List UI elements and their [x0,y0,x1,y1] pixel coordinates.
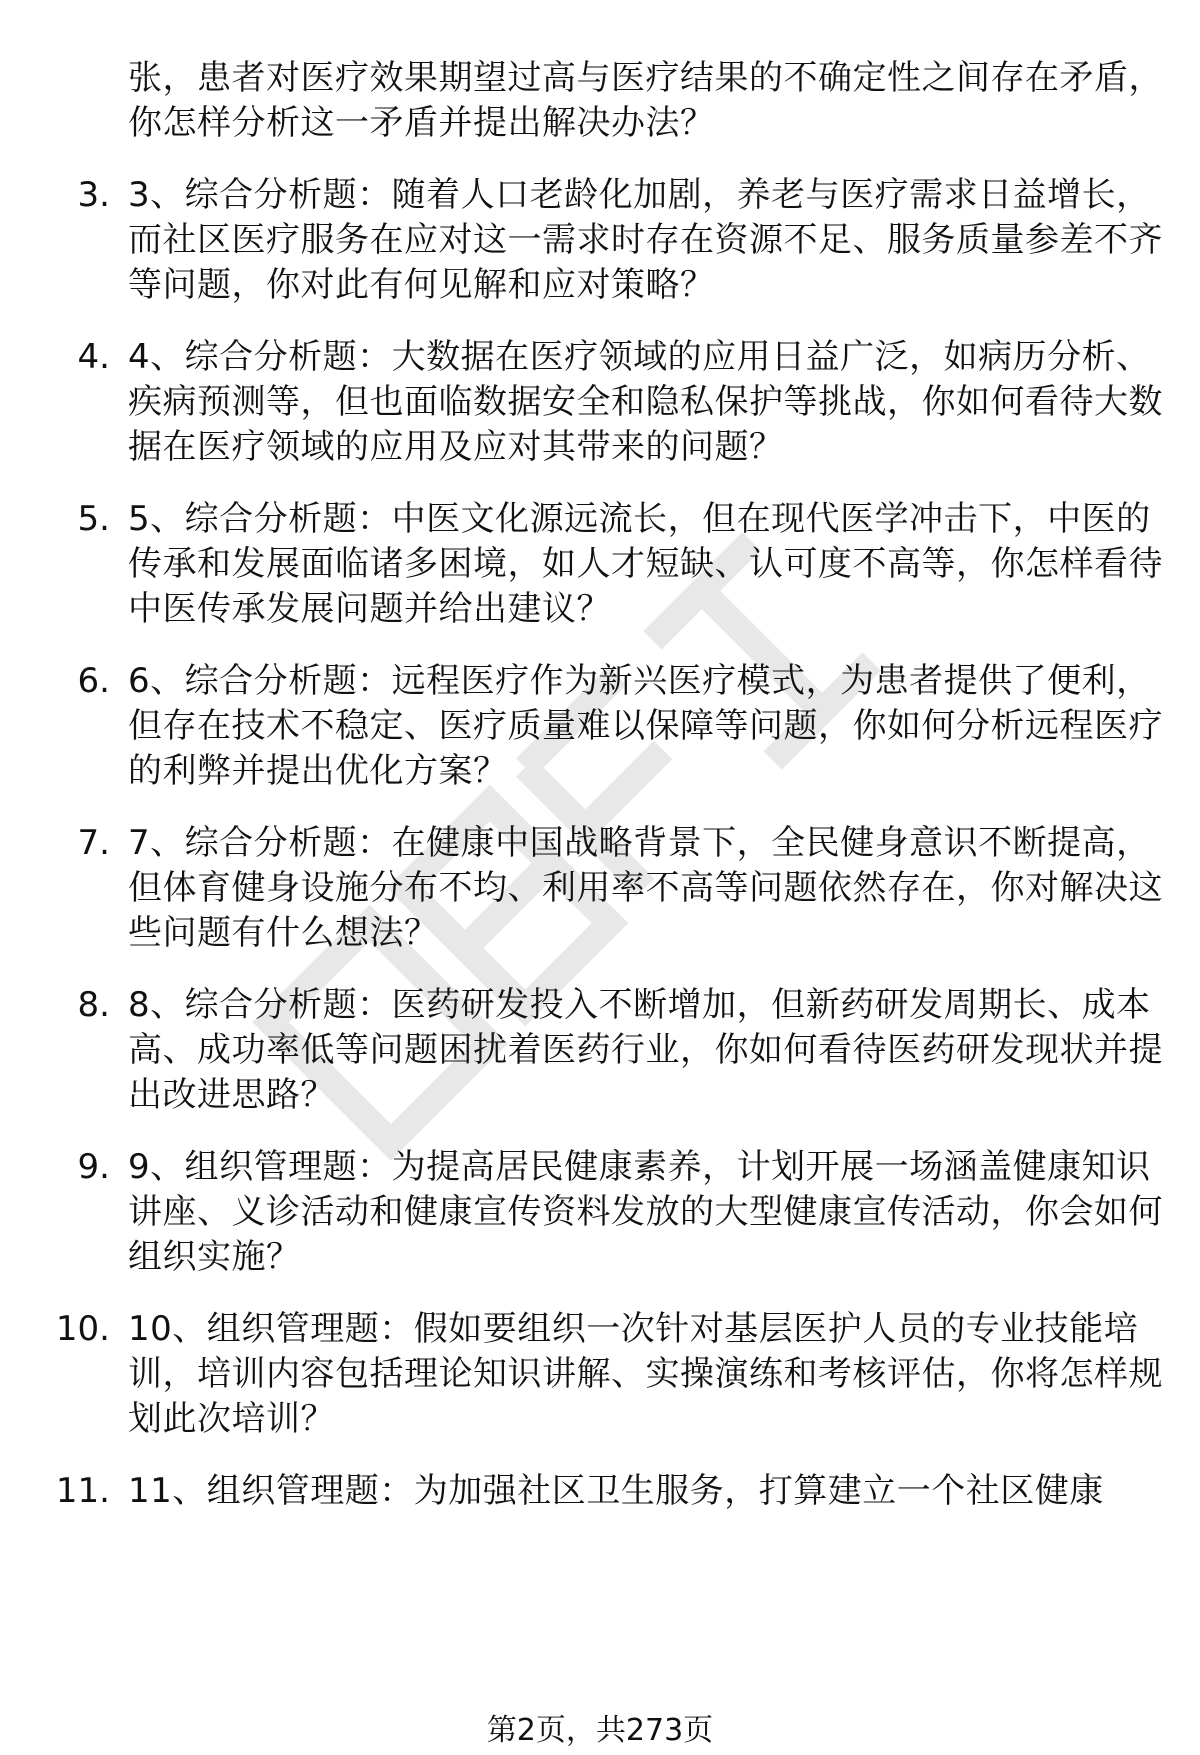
item-number: 10. [55,1309,110,1349]
item-text: 11、组织管理题：为加强社区卫生服务，打算建立一个社区健康 [128,1471,1104,1511]
item-text: 5、综合分析题：中医文化源远流长，但在现代医学冲击下，中医的传承和发展面临诸多困境，如人才短缺、认可度不高等，你怎样看待中医传承发展问题并给出建议？ [128,499,1163,629]
item-text: 3、综合分析题：随着人口老龄化加剧，养老与医疗需求日益增长，而社区医疗服务在应对这一需求时存在资源不足、服务质量参差不齐等问题，你对此有何见解和应对策略？ [128,175,1163,305]
item-number: 7. [77,823,110,863]
page-footer: 第2页，共273页 [486,1713,714,1748]
item-text: 9、组织管理题：为提高居民健康素养，计划开展一场涵盖健康知识讲座、义诊活动和健康宣传资料发放的大型健康宣传活动，你会如何组织实施？ [128,1147,1163,1277]
item-number: 5. [77,499,110,539]
continuation-text: 张，患者对医疗效果期望过高与医疗结果的不确定性之间存在矛盾，你怎样分析这一矛盾并提出解决办法？ [128,58,1163,143]
item-number: 9. [77,1147,110,1187]
item-number: 6. [77,661,110,701]
item-number: 11. [55,1471,110,1511]
item-number: 4. [77,337,110,377]
item-text: 7、综合分析题：在健康中国战略背景下，全民健身意识不断提高，但体育健身设施分布不均、利用率不高等问题依然存在，你对解决这些问题有什么想法？ [128,823,1163,953]
item-text: 4、综合分析题：大数据在医疗领域的应用日益广泛，如病历分析、疾病预测等，但也面临数据安全和隐私保护等挑战，你如何看待大数据在医疗领域的应用及应对其带来的问题？ [128,337,1163,467]
watermark [160,360,1060,1260]
item-number: 3. [77,175,110,215]
item-text: 8、综合分析题：医药研发投入不断增加，但新药研发周期长、成本高、成功率低等问题困扰着医药行业，你如何看待医药研发现状并提出改进思路？ [128,985,1163,1115]
item-text: 10、组织管理题：假如要组织一次针对基层医护人员的专业技能培训，培训内容包括理论知识讲解、实操演练和考核评估，你将怎样规划此次培训？ [128,1309,1163,1439]
item-number: 8. [77,985,110,1025]
item-text: 6、综合分析题：远程医疗作为新兴医疗模式，为患者提供了便利，但存在技术不稳定、医疗质量难以保障等问题，你如何分析远程医疗的利弊并提出优化方案？ [128,661,1163,791]
